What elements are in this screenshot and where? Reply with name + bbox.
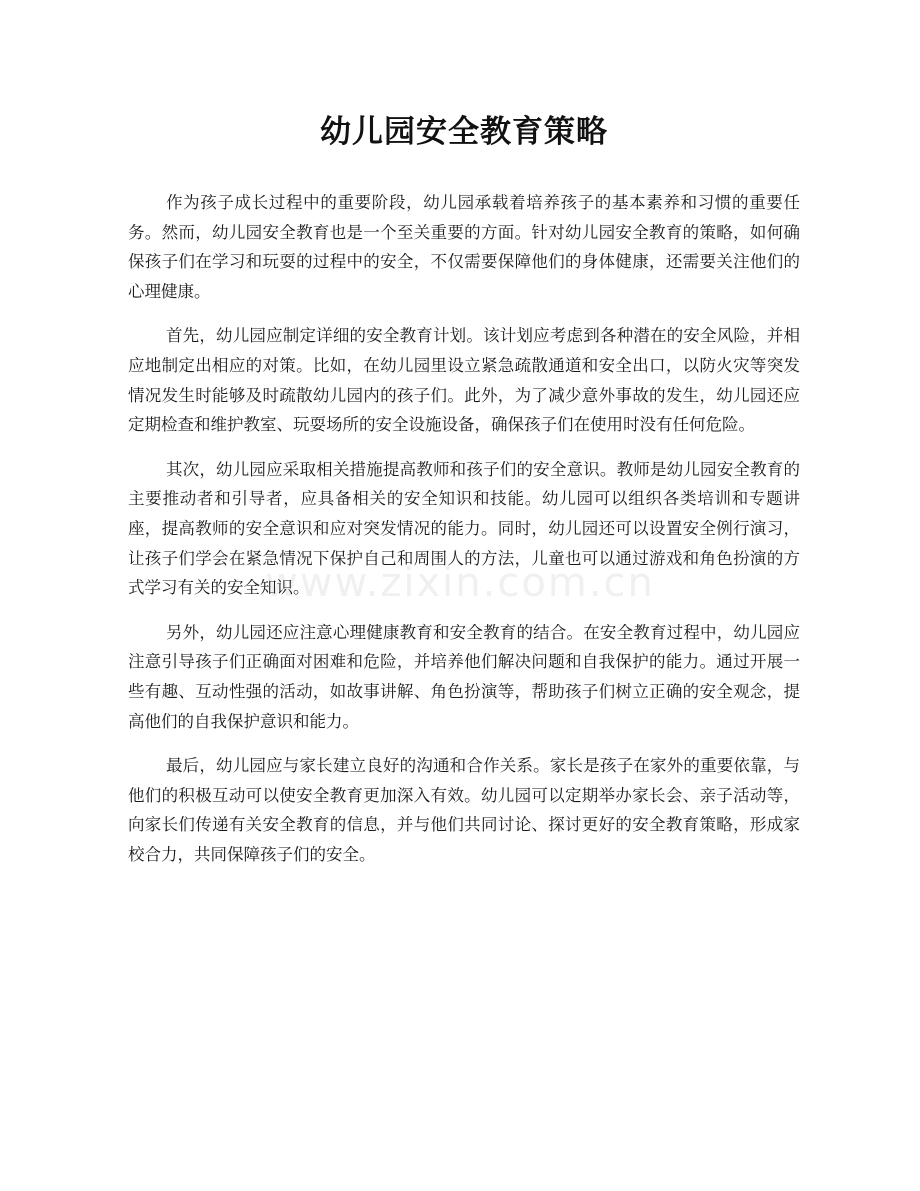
paragraph-intro: 作为孩子成长过程中的重要阶段，幼儿园承载着培养孩子的基本素养和习惯的重要任务。然而，幼儿园安全教育也是一个至关重要的方面。针对幼儿园安全教育的策略，如何确保孩子们在学习和玩耍的过程中的安全，不仅需要保障他们的身体健康，还需要关注他们的心理健康。 bbox=[128, 193, 800, 301]
paragraph-last: 最后，幼儿园应与家长建立良好的沟通和合作关系。家长是孩子在家外的重要依靠，与他们的积极互动可以使安全教育更加深入有效。幼儿园可以定期举办家长会、亲子活动等，向家长们传递有关安全教育的信息，并与他们共同讨论、探讨更好的安全教育策略，形成家校合力，共同保障孩子们的安全。 bbox=[128, 756, 800, 864]
paragraph-first: 首先，幼儿园应制定详细的安全教育计划。该计划应考虑到各种潜在的安全风险，并相应地制定出相应的对策。比如，在幼儿园里设立紧急疏散通道和安全出口，以防火灾等突发情况发生时能够及时疏散幼儿园内的孩子们。此外，为了减少意外事故的发生，幼儿园还应定期检查和维护教室、玩耍场所的安全设施设备，确保孩子们在使用时没有任何危险。 bbox=[128, 326, 800, 435]
watermark: www.zixin.com.cn bbox=[265, 560, 655, 606]
paragraph-second: 其次，幼儿园应采取相关措施提高教师和孩子们的安全意识。教师是幼儿园安全教育的主要推动者和引导者，应具备相关的安全知识和技能。幼儿园可以组织各类培训和专题讲座，提高教师的安全意识和应对突发情况的能力。同时，幼儿园还可以设置安全例行演习，让孩子们学会在紧急情况下保护自己和周围人的方法，儿童也可以通过游戏和角色扮演的方式学习有关的安全知识。 bbox=[128, 459, 800, 598]
document-title: 幼儿园安全教育策略 bbox=[320, 114, 608, 150]
paragraph-third: 另外，幼儿园还应注意心理健康教育和安全教育的结合。在安全教育过程中，幼儿园应注意引导孩子们正确面对困难和危险，并培养他们解决问题和自我保护的能力。通过开展一些有趣、互动性强的活动，如故事讲解、角色扮演等，帮助孩子们树立正确的安全观念，提高他们的自我保护意识和能力。 bbox=[128, 622, 800, 731]
